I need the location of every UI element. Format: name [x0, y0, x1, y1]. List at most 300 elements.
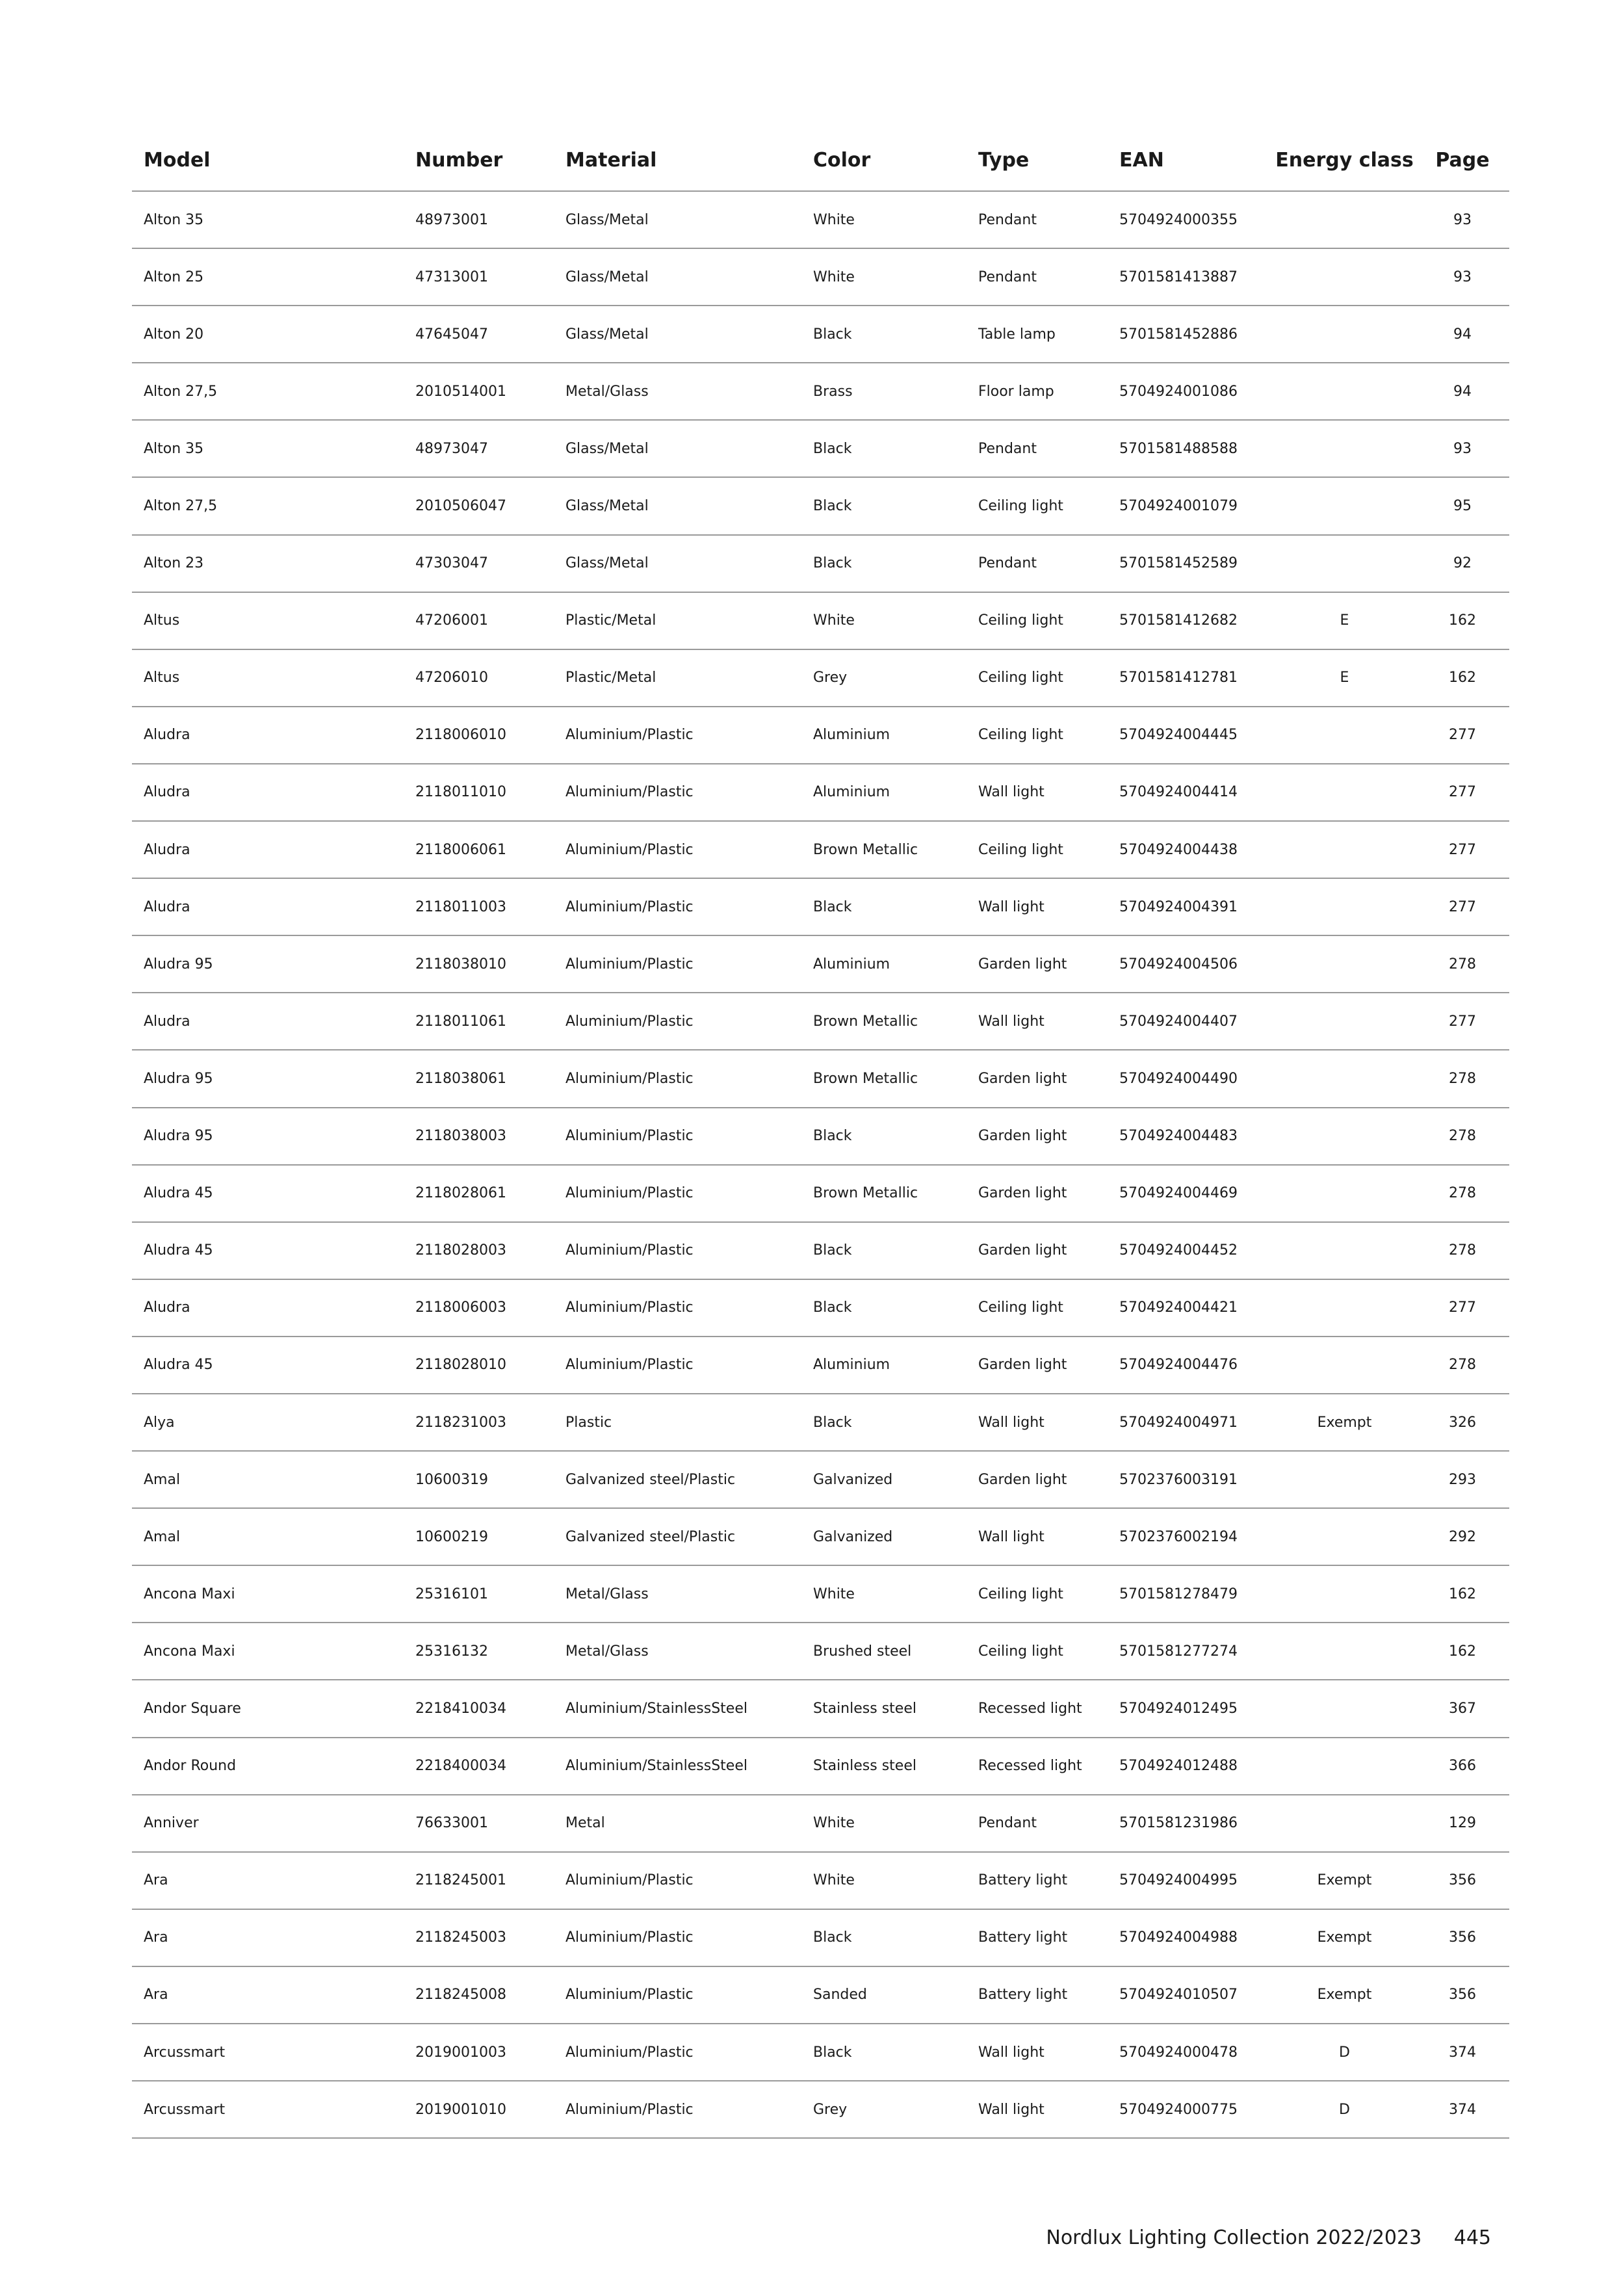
cell-energy-class: [1273, 1508, 1416, 1565]
column-header-material: Material: [554, 130, 801, 191]
cell-model: Aludra 45: [132, 1165, 404, 1222]
cell-number: 2010514001: [404, 363, 554, 420]
cell-color: Grey: [801, 2081, 967, 2138]
cell-model: Aludra 45: [132, 1337, 404, 1394]
cell-material: Plastic/Metal: [554, 592, 801, 649]
table-row: [132, 935, 1509, 993]
cell-ean: 5704924004483: [1108, 1108, 1273, 1165]
table-row: [132, 707, 1509, 764]
cell-type: Wall light: [967, 764, 1108, 821]
cell-material: Glass/Metal: [554, 248, 801, 306]
cell-material: Aluminium/Plastic: [554, 1279, 801, 1337]
cell-page: 277: [1416, 1279, 1509, 1337]
cell-type: Garden light: [967, 1165, 1108, 1222]
cell-type: Garden light: [967, 1050, 1108, 1107]
cell-color: Black: [801, 1394, 967, 1451]
cell-ean: 5704924000355: [1108, 191, 1273, 248]
cell-ean: 5704924004476: [1108, 1337, 1273, 1394]
cell-model: Aludra 95: [132, 1050, 404, 1107]
table-row: [132, 2024, 1509, 2081]
cell-color: Stainless steel: [801, 1738, 967, 1795]
cell-page: 95: [1416, 477, 1509, 534]
cell-type: Ceiling light: [967, 592, 1108, 649]
cell-model: Anniver: [132, 1795, 404, 1852]
cell-page: 277: [1416, 821, 1509, 878]
table-row: [132, 1565, 1509, 1623]
cell-color: Black: [801, 306, 967, 363]
cell-color: Galvanized: [801, 1451, 967, 1508]
cell-color: Brown Metallic: [801, 821, 967, 878]
cell-number: 2118011061: [404, 993, 554, 1050]
cell-color: Black: [801, 535, 967, 592]
cell-type: Ceiling light: [967, 821, 1108, 878]
table-row: [132, 363, 1509, 420]
cell-ean: 5704924004988: [1108, 1909, 1273, 1966]
cell-energy-class: Exempt: [1273, 1394, 1416, 1451]
cell-model: Aludra: [132, 707, 404, 764]
cell-model: Alya: [132, 1394, 404, 1451]
cell-color: Aluminium: [801, 1337, 967, 1394]
cell-material: Glass/Metal: [554, 306, 801, 363]
cell-page: 277: [1416, 878, 1509, 935]
cell-type: Wall light: [967, 993, 1108, 1050]
cell-color: Black: [801, 420, 967, 477]
cell-material: Plastic: [554, 1394, 801, 1451]
cell-type: Ceiling light: [967, 649, 1108, 707]
cell-color: Brushed steel: [801, 1623, 967, 1680]
cell-model: Arcussmart: [132, 2081, 404, 2138]
cell-page: 278: [1416, 1165, 1509, 1222]
cell-page: 94: [1416, 306, 1509, 363]
table-row: [132, 2081, 1509, 2138]
cell-color: Black: [801, 1222, 967, 1279]
cell-page: 356: [1416, 1852, 1509, 1909]
cell-page: 374: [1416, 2081, 1509, 2138]
cell-energy-class: [1273, 306, 1416, 363]
cell-type: Wall light: [967, 1508, 1108, 1565]
cell-energy-class: [1273, 1738, 1416, 1795]
cell-number: 2118006061: [404, 821, 554, 878]
table-row: [132, 1508, 1509, 1565]
cell-model: Arcussmart: [132, 2024, 404, 2081]
table-row: [132, 1795, 1509, 1852]
cell-energy-class: [1273, 363, 1416, 420]
cell-page: 129: [1416, 1795, 1509, 1852]
cell-material: Aluminium/Plastic: [554, 2081, 801, 2138]
table-row: [132, 592, 1509, 649]
cell-ean: 5701581231986: [1108, 1795, 1273, 1852]
cell-page: 277: [1416, 707, 1509, 764]
cell-page: 292: [1416, 1508, 1509, 1565]
cell-number: 2118038061: [404, 1050, 554, 1107]
cell-ean: 5704924004391: [1108, 878, 1273, 935]
cell-number: 2118011003: [404, 878, 554, 935]
cell-page: 293: [1416, 1451, 1509, 1508]
cell-color: Sanded: [801, 1966, 967, 2024]
cell-number: 48973001: [404, 191, 554, 248]
cell-ean: 5704924010507: [1108, 1966, 1273, 2024]
cell-page: 326: [1416, 1394, 1509, 1451]
cell-energy-class: [1273, 1279, 1416, 1337]
cell-color: Aluminium: [801, 764, 967, 821]
cell-number: 2218410034: [404, 1680, 554, 1737]
cell-material: Glass/Metal: [554, 420, 801, 477]
table-row: [132, 1451, 1509, 1508]
cell-type: Pendant: [967, 191, 1108, 248]
column-header-number: Number: [404, 130, 554, 191]
table-row: [132, 649, 1509, 707]
footer-title: Nordlux Lighting Collection 2022/2023: [1046, 2226, 1422, 2249]
cell-color: Black: [801, 878, 967, 935]
cell-ean: 5701581488588: [1108, 420, 1273, 477]
cell-model: Amal: [132, 1451, 404, 1508]
cell-type: Battery light: [967, 1852, 1108, 1909]
cell-page: 278: [1416, 1337, 1509, 1394]
table-row: [132, 1050, 1509, 1107]
cell-material: Aluminium/StainlessSteel: [554, 1738, 801, 1795]
cell-color: Galvanized: [801, 1508, 967, 1565]
cell-ean: 5701581452589: [1108, 535, 1273, 592]
cell-energy-class: [1273, 935, 1416, 993]
cell-model: Aludra 45: [132, 1222, 404, 1279]
table-row: [132, 1623, 1509, 1680]
cell-type: Wall light: [967, 2081, 1108, 2138]
cell-ean: 5704924004469: [1108, 1165, 1273, 1222]
cell-energy-class: E: [1273, 592, 1416, 649]
cell-type: Recessed light: [967, 1738, 1108, 1795]
cell-type: Floor lamp: [967, 363, 1108, 420]
cell-number: 2118038010: [404, 935, 554, 993]
cell-ean: 5704924004407: [1108, 993, 1273, 1050]
cell-ean: 5704924000775: [1108, 2081, 1273, 2138]
cell-page: 162: [1416, 649, 1509, 707]
cell-material: Glass/Metal: [554, 191, 801, 248]
cell-model: Aludra 95: [132, 1108, 404, 1165]
cell-type: Garden light: [967, 1451, 1108, 1508]
cell-ean: 5704924004490: [1108, 1050, 1273, 1107]
column-header-model: Model: [132, 130, 404, 191]
cell-ean: 5702376002194: [1108, 1508, 1273, 1565]
cell-color: Grey: [801, 649, 967, 707]
cell-energy-class: E: [1273, 649, 1416, 707]
cell-color: White: [801, 1852, 967, 1909]
cell-ean: 5704924000478: [1108, 2024, 1273, 2081]
cell-color: White: [801, 1565, 967, 1623]
column-header-ean: EAN: [1108, 130, 1273, 191]
cell-page: 92: [1416, 535, 1509, 592]
table-row: [132, 1337, 1509, 1394]
table-row: [132, 306, 1509, 363]
cell-material: Aluminium/Plastic: [554, 707, 801, 764]
cell-energy-class: [1273, 764, 1416, 821]
cell-material: Aluminium/Plastic: [554, 878, 801, 935]
cell-material: Aluminium/Plastic: [554, 821, 801, 878]
cell-number: 25316132: [404, 1623, 554, 1680]
table-row: [132, 1108, 1509, 1165]
cell-energy-class: D: [1273, 2024, 1416, 2081]
cell-color: Stainless steel: [801, 1680, 967, 1737]
cell-type: Battery light: [967, 1966, 1108, 2024]
cell-ean: 5701581413887: [1108, 248, 1273, 306]
cell-material: Aluminium/Plastic: [554, 1165, 801, 1222]
cell-page: 374: [1416, 2024, 1509, 2081]
cell-material: Metal/Glass: [554, 363, 801, 420]
cell-material: Aluminium/Plastic: [554, 1050, 801, 1107]
cell-number: 10600219: [404, 1508, 554, 1565]
cell-type: Ceiling light: [967, 707, 1108, 764]
table-row: [132, 1966, 1509, 2024]
table-row: [132, 191, 1509, 248]
cell-type: Garden light: [967, 1337, 1108, 1394]
cell-number: 47206010: [404, 649, 554, 707]
cell-page: 356: [1416, 1966, 1509, 2024]
cell-energy-class: [1273, 1623, 1416, 1680]
cell-model: Aludra: [132, 993, 404, 1050]
cell-type: Ceiling light: [967, 1565, 1108, 1623]
cell-energy-class: [1273, 248, 1416, 306]
cell-number: 2118028010: [404, 1337, 554, 1394]
cell-number: 48973047: [404, 420, 554, 477]
cell-page: 356: [1416, 1909, 1509, 1966]
column-header-color: Color: [801, 130, 967, 191]
cell-ean: 5704924004421: [1108, 1279, 1273, 1337]
cell-page: 278: [1416, 1108, 1509, 1165]
cell-energy-class: D: [1273, 2081, 1416, 2138]
cell-energy-class: [1273, 821, 1416, 878]
cell-energy-class: [1273, 191, 1416, 248]
table-row: [132, 248, 1509, 306]
cell-model: Alton 27,5: [132, 363, 404, 420]
cell-color: Brown Metallic: [801, 1165, 967, 1222]
cell-model: Aludra: [132, 878, 404, 935]
cell-page: 278: [1416, 1050, 1509, 1107]
cell-page: 278: [1416, 935, 1509, 993]
cell-material: Aluminium/Plastic: [554, 1909, 801, 1966]
cell-number: 2118038003: [404, 1108, 554, 1165]
cell-ean: 5704924012488: [1108, 1738, 1273, 1795]
cell-number: 47206001: [404, 592, 554, 649]
table-row: [132, 1680, 1509, 1737]
table-header-row: [132, 130, 1509, 191]
cell-material: Aluminium/Plastic: [554, 764, 801, 821]
cell-type: Garden light: [967, 1108, 1108, 1165]
cell-ean: 5704924004452: [1108, 1222, 1273, 1279]
table-row: [132, 878, 1509, 935]
cell-number: 2218400034: [404, 1738, 554, 1795]
cell-model: Ancona Maxi: [132, 1565, 404, 1623]
cell-material: Aluminium/Plastic: [554, 993, 801, 1050]
cell-number: 2019001010: [404, 2081, 554, 2138]
cell-number: 76633001: [404, 1795, 554, 1852]
cell-energy-class: [1273, 535, 1416, 592]
cell-ean: 5701581412682: [1108, 592, 1273, 649]
cell-number: 25316101: [404, 1565, 554, 1623]
cell-page: 277: [1416, 764, 1509, 821]
cell-number: 2118011010: [404, 764, 554, 821]
cell-page: 93: [1416, 420, 1509, 477]
cell-energy-class: [1273, 1565, 1416, 1623]
cell-ean: 5701581412781: [1108, 649, 1273, 707]
cell-model: Ancona Maxi: [132, 1623, 404, 1680]
cell-page: 93: [1416, 248, 1509, 306]
table-row: [132, 993, 1509, 1050]
table-row: [132, 1394, 1509, 1451]
cell-type: Table lamp: [967, 306, 1108, 363]
cell-ean: 5701581278479: [1108, 1565, 1273, 1623]
footer-page-number: 445: [1453, 2226, 1491, 2249]
cell-color: Aluminium: [801, 935, 967, 993]
table-body: [132, 191, 1509, 2138]
cell-number: 2010506047: [404, 477, 554, 534]
cell-type: Garden light: [967, 1222, 1108, 1279]
cell-color: Black: [801, 1909, 967, 1966]
cell-number: 47645047: [404, 306, 554, 363]
cell-type: Wall light: [967, 2024, 1108, 2081]
cell-energy-class: [1273, 1050, 1416, 1107]
cell-color: Black: [801, 1108, 967, 1165]
cell-ean: 5704924004445: [1108, 707, 1273, 764]
cell-type: Ceiling light: [967, 1279, 1108, 1337]
cell-type: Pendant: [967, 420, 1108, 477]
cell-ean: 5704924004506: [1108, 935, 1273, 993]
cell-material: Aluminium/Plastic: [554, 2024, 801, 2081]
cell-page: 366: [1416, 1738, 1509, 1795]
cell-material: Aluminium/StainlessSteel: [554, 1680, 801, 1737]
column-header-type: Type: [967, 130, 1108, 191]
cell-material: Aluminium/Plastic: [554, 1108, 801, 1165]
cell-type: Ceiling light: [967, 1623, 1108, 1680]
table-row: [132, 535, 1509, 592]
cell-type: Wall light: [967, 878, 1108, 935]
cell-ean: 5704924004995: [1108, 1852, 1273, 1909]
cell-page: 162: [1416, 1565, 1509, 1623]
cell-page: 94: [1416, 363, 1509, 420]
cell-number: 2019001003: [404, 2024, 554, 2081]
cell-ean: 5701581452886: [1108, 306, 1273, 363]
cell-model: Altus: [132, 592, 404, 649]
cell-material: Galvanized steel/Plastic: [554, 1508, 801, 1565]
cell-color: Black: [801, 477, 967, 534]
product-table-container: [132, 130, 1509, 2139]
cell-material: Aluminium/Plastic: [554, 1852, 801, 1909]
cell-number: 10600319: [404, 1451, 554, 1508]
cell-ean: 5704924004438: [1108, 821, 1273, 878]
cell-model: Aludra: [132, 764, 404, 821]
cell-energy-class: [1273, 1680, 1416, 1737]
cell-type: Pendant: [967, 1795, 1108, 1852]
cell-page: 93: [1416, 191, 1509, 248]
cell-number: 2118006010: [404, 707, 554, 764]
table-row: [132, 1222, 1509, 1279]
table-row: [132, 821, 1509, 878]
cell-number: 2118245001: [404, 1852, 554, 1909]
table-row: [132, 420, 1509, 477]
cell-material: Aluminium/Plastic: [554, 1222, 801, 1279]
cell-page: 162: [1416, 592, 1509, 649]
cell-type: Ceiling light: [967, 477, 1108, 534]
cell-color: White: [801, 592, 967, 649]
cell-model: Andor Round: [132, 1738, 404, 1795]
table-row: [132, 1165, 1509, 1222]
cell-page: 162: [1416, 1623, 1509, 1680]
cell-energy-class: [1273, 707, 1416, 764]
cell-material: Plastic/Metal: [554, 649, 801, 707]
cell-ean: 5704924004414: [1108, 764, 1273, 821]
cell-type: Pendant: [967, 248, 1108, 306]
cell-energy-class: [1273, 1337, 1416, 1394]
cell-color: Brown Metallic: [801, 993, 967, 1050]
cell-ean: 5701581277274: [1108, 1623, 1273, 1680]
table-row: [132, 764, 1509, 821]
cell-number: 2118231003: [404, 1394, 554, 1451]
cell-number: 2118028003: [404, 1222, 554, 1279]
cell-color: White: [801, 191, 967, 248]
cell-number: 47303047: [404, 535, 554, 592]
cell-type: Battery light: [967, 1909, 1108, 1966]
cell-color: White: [801, 1795, 967, 1852]
cell-page: 278: [1416, 1222, 1509, 1279]
product-table: [132, 130, 1509, 2139]
cell-model: Altus: [132, 649, 404, 707]
cell-color: Brown Metallic: [801, 1050, 967, 1107]
cell-model: Aludra 95: [132, 935, 404, 993]
cell-number: 2118028061: [404, 1165, 554, 1222]
cell-energy-class: [1273, 878, 1416, 935]
cell-color: Aluminium: [801, 707, 967, 764]
cell-type: Wall light: [967, 1394, 1108, 1451]
cell-model: Ara: [132, 1852, 404, 1909]
cell-energy-class: [1273, 1795, 1416, 1852]
cell-model: Aludra: [132, 1279, 404, 1337]
cell-model: Ara: [132, 1909, 404, 1966]
cell-ean: 5702376003191: [1108, 1451, 1273, 1508]
table-row: [132, 477, 1509, 534]
table-row: [132, 1279, 1509, 1337]
cell-color: Brass: [801, 363, 967, 420]
cell-material: Aluminium/Plastic: [554, 1966, 801, 2024]
cell-model: Alton 27,5: [132, 477, 404, 534]
cell-type: Garden light: [967, 935, 1108, 993]
column-header-energy-class: Energy class: [1273, 130, 1416, 191]
cell-model: Alton 35: [132, 420, 404, 477]
cell-model: Ara: [132, 1966, 404, 2024]
cell-model: Andor Square: [132, 1680, 404, 1737]
cell-model: Amal: [132, 1508, 404, 1565]
cell-energy-class: [1273, 1108, 1416, 1165]
cell-energy-class: [1273, 477, 1416, 534]
cell-material: Glass/Metal: [554, 477, 801, 534]
cell-color: White: [801, 248, 967, 306]
cell-model: Alton 23: [132, 535, 404, 592]
cell-material: Galvanized steel/Plastic: [554, 1451, 801, 1508]
cell-page: 277: [1416, 993, 1509, 1050]
cell-color: Black: [801, 2024, 967, 2081]
cell-ean: 5704924004971: [1108, 1394, 1273, 1451]
cell-color: Black: [801, 1279, 967, 1337]
cell-energy-class: [1273, 1222, 1416, 1279]
cell-number: 2118245008: [404, 1966, 554, 2024]
cell-material: Aluminium/Plastic: [554, 935, 801, 993]
cell-number: 2118245003: [404, 1909, 554, 1966]
cell-energy-class: [1273, 420, 1416, 477]
cell-ean: 5704924012495: [1108, 1680, 1273, 1737]
cell-number: 2118006003: [404, 1279, 554, 1337]
cell-energy-class: Exempt: [1273, 1966, 1416, 2024]
cell-type: Recessed light: [967, 1680, 1108, 1737]
cell-material: Metal: [554, 1795, 801, 1852]
cell-model: Alton 20: [132, 306, 404, 363]
cell-energy-class: [1273, 993, 1416, 1050]
